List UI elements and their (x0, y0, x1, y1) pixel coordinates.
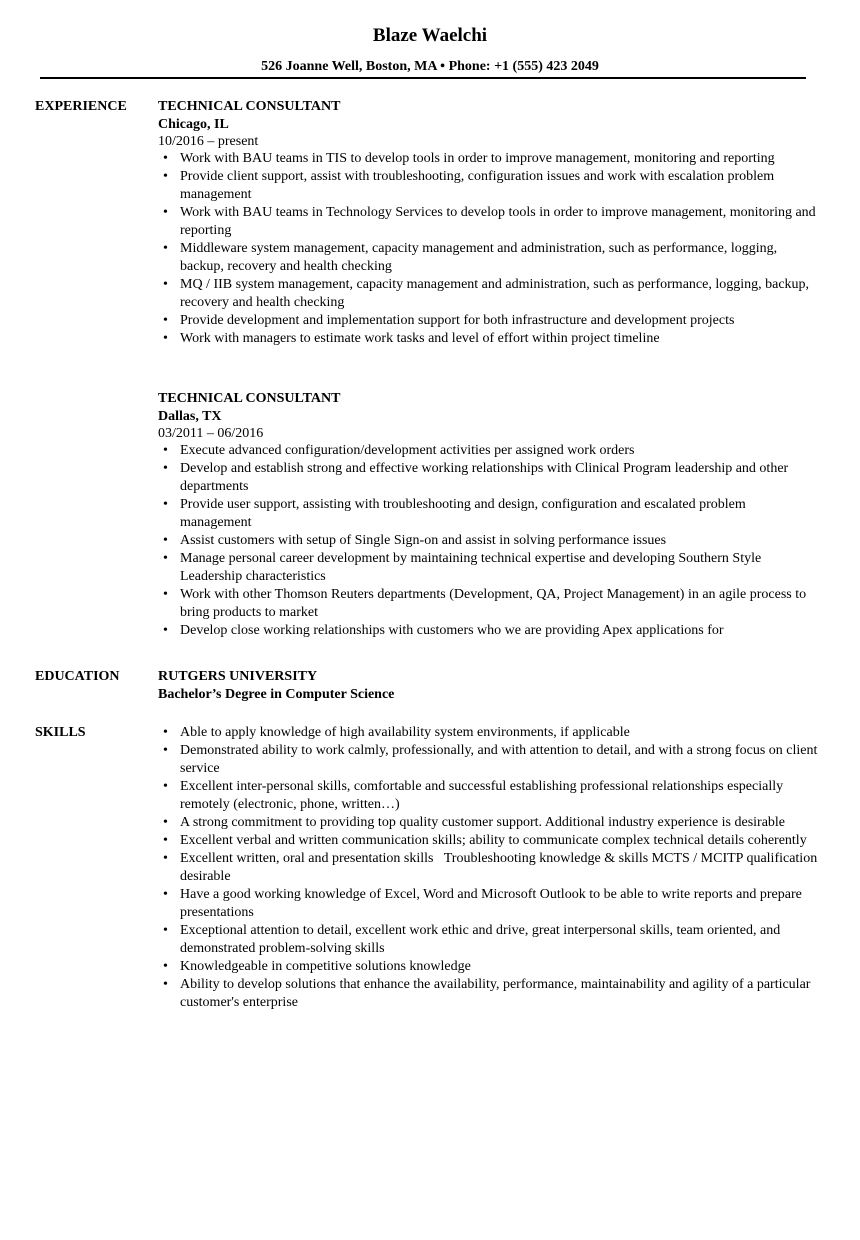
bullet-icon: • (163, 151, 168, 166)
job-bullets (158, 442, 818, 640)
list-item: • Provide client support, assist with troubleshooting, configuration issues and work with escalation problem management (163, 169, 775, 202)
candidate-name: Blaze Waelchi (372, 25, 488, 46)
bullet-icon: • (163, 587, 168, 602)
bullet-icon: • (163, 443, 168, 458)
list-item: • Manage personal career development by maintaining technical expertise and developing Southern Style Leadership characteristics (163, 551, 762, 584)
bullet-icon: • (163, 277, 168, 292)
list-item: • Develop and establish strong and effective working relationships with Clinical Program leadership and other departments (163, 461, 789, 494)
list-item: • Work with BAU teams in Technology Services to develop tools in order to improve management, monitoring and reporting (163, 205, 816, 238)
list-item: • Have a good working knowledge of Excel, Word and Microsoft Outlook to be able to write reports and prepare presentations (163, 887, 802, 920)
job-location: Dallas, TX (158, 409, 222, 424)
list-item: • Excellent written, oral and presentation skills Troubleshooting knowledge & skills MCTS / MCITP qualification desirable (163, 851, 821, 884)
list-item: • A strong commitment to providing top quality customer support. Additional industry experience is desirable (163, 815, 786, 830)
list-item: • Execute advanced configuration/development activities per assigned work orders (163, 443, 635, 458)
bullet-icon: • (163, 743, 168, 758)
bullet-icon: • (163, 551, 168, 566)
job-location: Chicago, IL (158, 117, 229, 132)
bullet-icon: • (163, 313, 168, 328)
bullet-icon: • (163, 533, 168, 548)
list-item: • MQ / IIB system management, capacity management and administration, such as performance, logging, backup, recovery and health checking (163, 277, 810, 310)
list-item: • Work with managers to estimate work tasks and level of effort within project timeline (163, 331, 660, 346)
bullet-icon: • (163, 241, 168, 256)
list-item: • Excellent inter-personal skills, comfortable and successful establishing professional relationships especially remotely (electronic, phone, written…) (163, 779, 784, 812)
list-item: • Exceptional attention to detail, excellent work ethic and drive, great interpersonal skills, team oriented, and demonstrated problem-solving skills (163, 923, 781, 956)
bullet-icon: • (163, 959, 168, 974)
bullet-icon: • (163, 977, 168, 992)
list-item: • Provide development and implementation support for both infrastructure and development projects (163, 313, 735, 328)
list-item: • Demonstrated ability to work calmly, professionally, and with attention to detail, and with a strong focus on client service (163, 743, 818, 776)
list-item: • Work with BAU teams in TIS to develop tools in order to improve management, monitoring and reporting (163, 151, 775, 166)
bullet-icon: • (163, 887, 168, 902)
list-item: • Able to apply knowledge of high availability system environments, if applicable (163, 725, 630, 740)
list-item: • Develop close working relationships with customers who we are providing Apex applications for (163, 623, 724, 638)
list-item: • Excellent verbal and written communication skills; ability to communicate complex technical details coherently (163, 833, 807, 848)
experience-heading: EXPERIENCE (35, 99, 127, 114)
job-title: TECHNICAL CONSULTANT (158, 99, 341, 114)
bullet-icon: • (163, 779, 168, 794)
list-item: • Provide user support, assisting with troubleshooting and design, configuration and escalated problem management (163, 497, 746, 530)
bullet-icon: • (163, 851, 168, 866)
bullet-icon: • (163, 169, 168, 184)
degree: Bachelor’s Degree in Computer Science (158, 687, 395, 702)
bullet-icon: • (163, 923, 168, 938)
bullet-icon: • (163, 331, 168, 346)
job-title: TECHNICAL CONSULTANT (158, 391, 341, 406)
job-dates: 03/2011 – 06/2016 (158, 426, 264, 441)
skills-heading: SKILLS (35, 725, 86, 740)
job-entry (158, 390, 818, 640)
list-item: • Assist customers with setup of Single Sign-on and assist in solving performance issues (163, 533, 667, 548)
education-heading: EDUCATION (35, 669, 120, 684)
skills-list-block (158, 724, 821, 1012)
education-entry (158, 668, 818, 704)
job-bullets (158, 150, 818, 348)
header-divider (40, 77, 806, 79)
school-name: RUTGERS UNIVERSITY (158, 669, 318, 684)
bullet-icon: • (163, 497, 168, 512)
bullet-icon: • (163, 205, 168, 220)
bullet-icon: • (163, 725, 168, 740)
bullet-icon: • (163, 815, 168, 830)
bullet-icon: • (163, 623, 168, 638)
list-item: • Knowledgeable in competitive solutions knowledge (163, 959, 471, 974)
bullet-icon: • (163, 461, 168, 476)
list-item: • Work with other Thomson Reuters departments (Development, QA, Project Management) in an agile process to bring products to market (163, 587, 807, 620)
job-entry (158, 98, 818, 348)
job-dates: 10/2016 – present (158, 134, 259, 149)
list-item: • Ability to develop solutions that enhance the availability, performance, maintainability and agility of a particular customer's enterprise (163, 977, 811, 1010)
bullet-icon: • (163, 833, 168, 848)
list-item: • Middleware system management, capacity management and administration, such as performance, logging, backup, recovery and health checking (163, 241, 778, 274)
skills-bullets (158, 724, 821, 1012)
contact-line: 526 Joanne Well, Boston, MA • Phone: +1 (555) 423 2049 (261, 59, 599, 74)
